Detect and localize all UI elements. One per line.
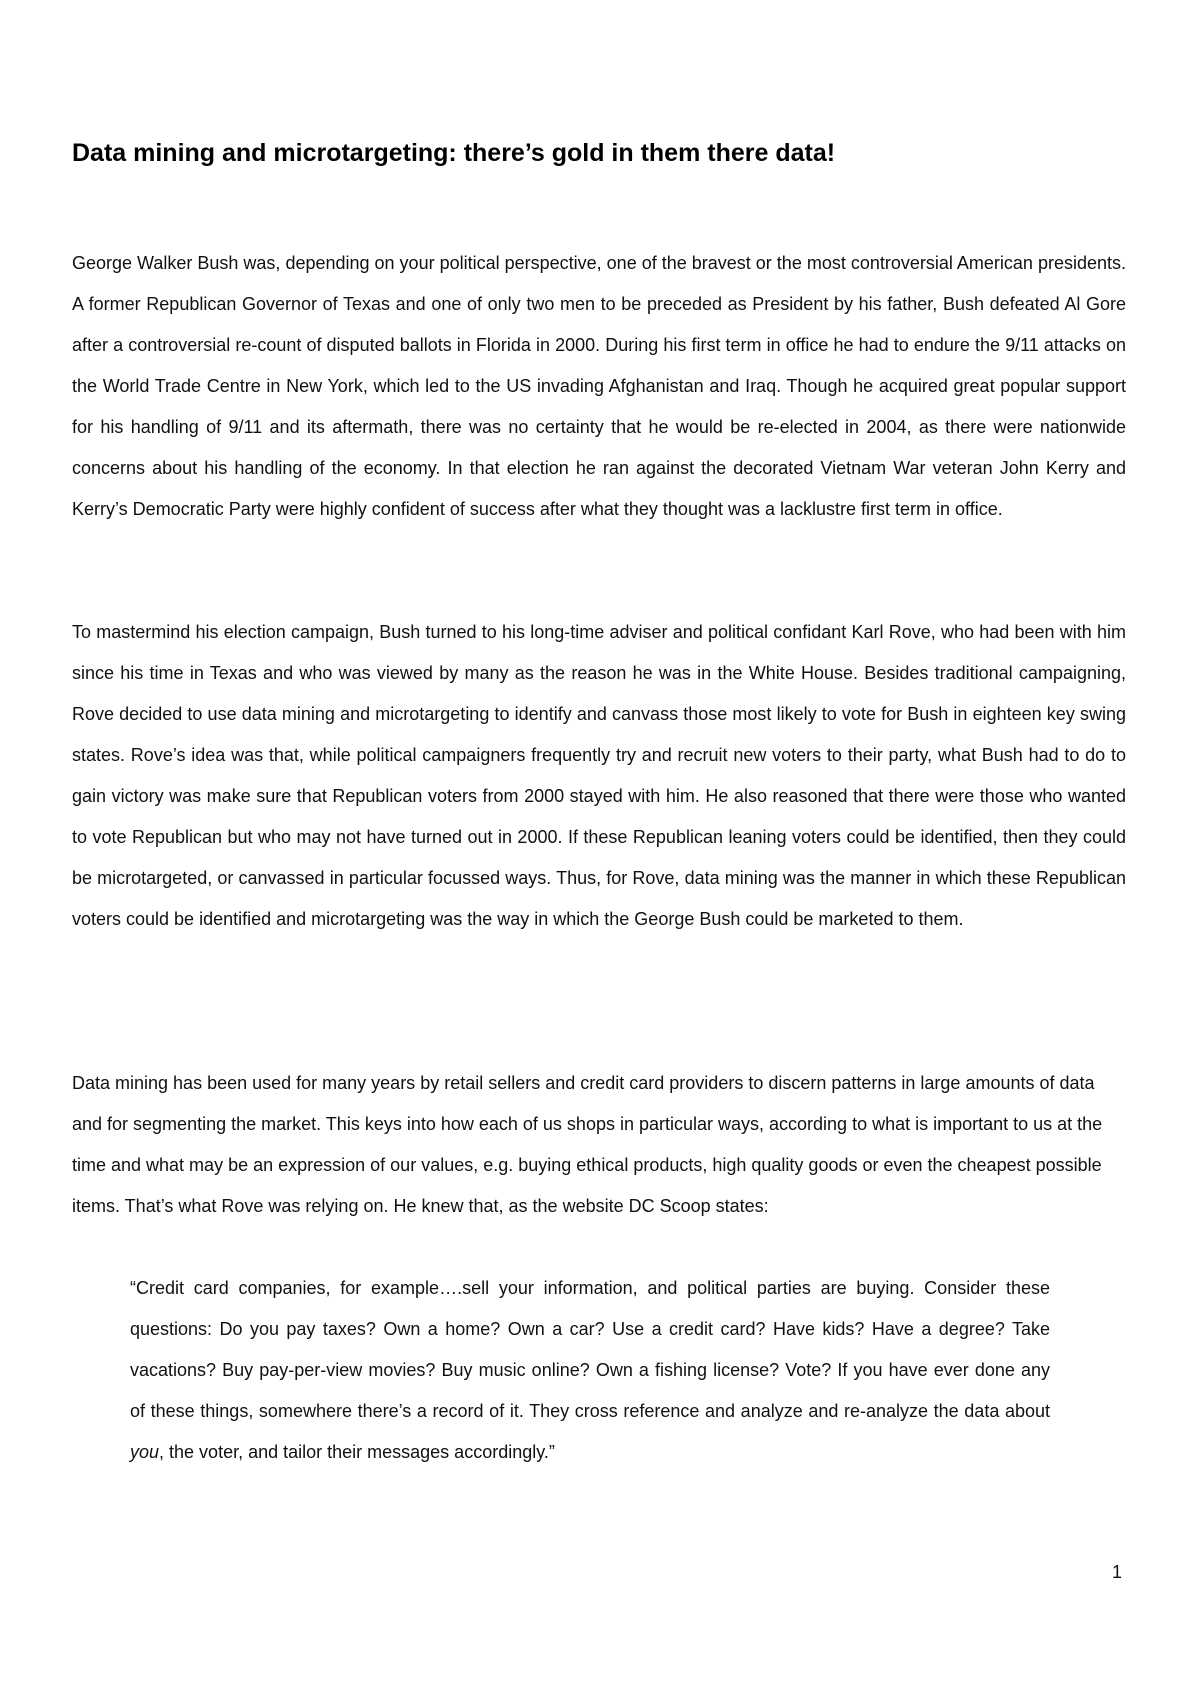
document-title: Data mining and microtargeting: there’s gold in them there data!: [72, 139, 836, 167]
quote-text-end: , the voter, and tailor their messages accordingly.”: [159, 1442, 555, 1462]
quote-text-start: “Credit card companies, for example….sell your information, and political parties are buying. Consider these questions: Do you pay taxes? Own a home? Own a car? Use a credit card? Have kids? Have a degree? Take vacations? Buy pay-per-view movies? Buy music online? Own a fishing license? Vote? If you have ever done any of these things, somewhere there’s a record of it. They cross reference and analyze and re-analyze the data about: [130, 1278, 1050, 1421]
paragraph-data-mining: Data mining has been used for many years by retail sellers and credit card providers to discern patterns in large amounts of data and for segmenting the market. This keys into how each of us shops in particular ways, according to what is important to us at the time and what may be an expression of our values, e.g. buying ethical products, high quality goods or even the cheapest possible items. That’s what Rove was relying on. He knew that, as the website DC Scoop states:: [72, 1073, 1103, 1216]
page-number: 1: [1111, 1562, 1122, 1582]
paragraph-rove-strategy: To mastermind his election campaign, Bush turned to his long-time adviser and political confidant Karl Rove, who had been with him since his time in Texas and who was viewed by many as the reason he was in the White House. Besides traditional campaigning, Rove decided to use data mining and microtargeting to identify and canvass those most likely to vote for Bush in eighteen key swing states. Rove’s idea was that, while political campaigners frequently try and recruit new voters to their party, what Bush had to do to gain victory was make sure that Republican voters from 2000 stayed with him. He also reasoned that there were those who wanted to vote Republican but who may not have turned out in 2000. If these Republican leaning voters could be identified, then they could be microtargeted, or canvassed in particular focussed ways. Thus, for Rove, data mining was the manner in which these Republican voters could be identified and microtargeting was the way in which the George Bush could be marketed to them.: [72, 622, 1126, 929]
quote-emphasis: you: [130, 1442, 160, 1462]
block-quote: [130, 1268, 1050, 1473]
paragraph-bush-background: George Walker Bush was, depending on your political perspective, one of the bravest or the most controversial American presidents. A former Republican Governor of Texas and one of only two men to be preceded as President by his father, Bush defeated Al Gore after a controversial re-count of disputed ballots in Florida in 2000. During his first term in office he had to endure the 9/11 attacks on the World Trade Centre in New York, which led to the US invading Afghanistan and Iraq. Though he acquired great popular support for his handling of 9/11 and its aftermath, there was no certainty that he would be re-elected in 2004, as there were nationwide concerns about his handling of the economy. In that election he ran against the decorated Vietnam War veteran John Kerry and Kerry’s Democratic Party were highly confident of success after what they thought was a lacklustre first term in office.: [72, 253, 1126, 519]
